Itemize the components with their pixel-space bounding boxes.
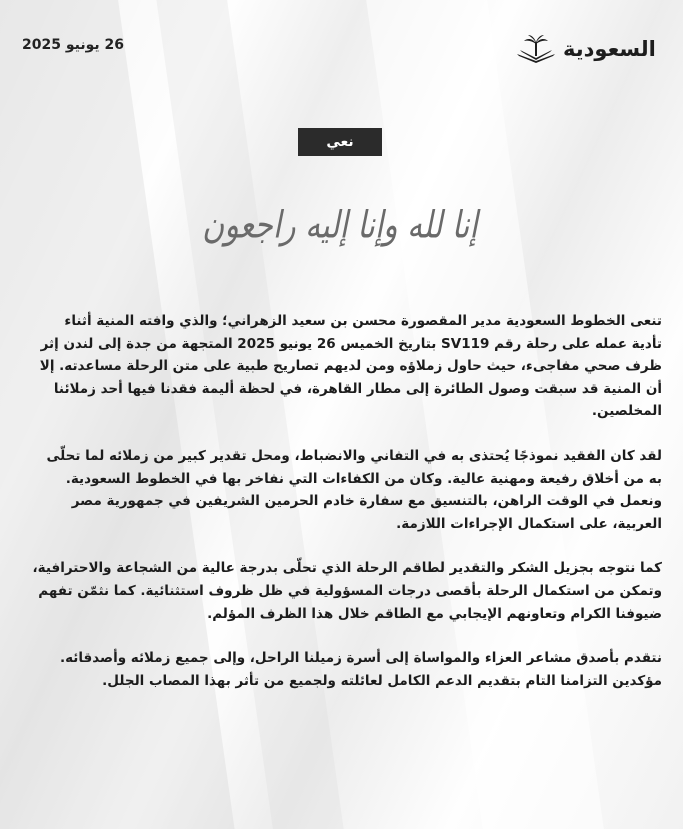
palm-swords-icon — [515, 34, 557, 64]
paragraph: نتقدم بأصدق مشاعر العزاء والمواساة إلى أسرة زميلنا الراحل، وإلى جميع زملائه وأصدقائه. مؤكدين التزامنا التام بتقديم الدعم الكامل لعائلته ولجميع من تأثر بهذا المصاب الجلل. — [59, 650, 662, 689]
quran-verse-calligraphy — [180, 180, 500, 270]
verse-text: إنا لله وإنا إليه راجعون — [202, 203, 478, 247]
obituary-badge: نعي — [298, 128, 382, 156]
statement-body — [30, 310, 662, 714]
statement-date: 26 يونيو 2025 — [22, 37, 124, 53]
paragraph: كما نتوجه بجزيل الشكر والتقدير لطاقم الرحلة الذي تحلّى بدرجة عالية من الشجاعة والاحترافية، وتمكن من استكمال الرحلة بأقصى درجات المسؤولية في ظل ظروف استثنائية. كما نثمّن تفهم ضيوفنا الكرام وتعاونهم الإيجابي مع الطاقم خلال هذا الظرف المؤلم. — [32, 560, 662, 622]
logo-wordmark: السعودية — [563, 37, 656, 61]
saudia-logo — [515, 30, 665, 68]
paragraph: تنعى الخطوط السعودية مدير المقصورة محسن بن سعيد الزهراني؛ والذي وافته المنية أثناء تأدية عمله على رحلة رقم SV119 بتاريخ الخميس 26 يونيو 2025 المتجهة من جدة إلى لندن إثر ظرف صحي مفاجىء، حيث حاول زملاؤه ومن لديهم تصاريح طبية على متن الرحلة مساعدته. إلا أن المنية قد سبقت وصول الطائرة إلى مطار القاهرة، في لحظة أليمة فقدنا فيها أحد زملائنا المخلصين. — [39, 313, 662, 420]
paragraph: لقد كان الفقيد نموذجًا يُحتذى به في التفاني والانضباط، ومحل تقدير كبير من زملائه لما تحلّى به من أخلاق رفيعة ومهنية عالية. وكان من الكفاءات التي نفاخر بها في الخطوط السعودية. ونعمل في الوقت الراهن، بالتنسيق مع سفارة خادم الحرمين الشريفين في جمهورية مصر العربية، على استكمال الإجراءات اللازمة. — [46, 447, 662, 532]
